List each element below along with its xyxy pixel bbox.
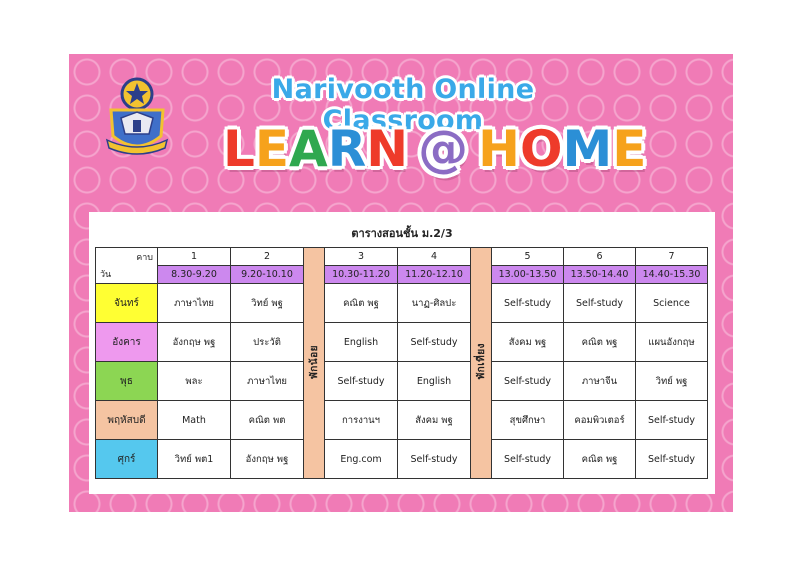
subject-cell: สังคม พฐ: [492, 323, 564, 362]
day-row: [96, 440, 708, 479]
subject-cell: Self-study: [325, 362, 398, 401]
title-letter: A: [289, 120, 328, 178]
time-row: [96, 266, 708, 284]
subject-cell: นาฏ-ศิลปะ: [398, 284, 471, 323]
subject-cell: Self-study: [398, 440, 471, 479]
period-time: 13.50-14.40: [564, 266, 636, 284]
subject-cell: Math: [158, 401, 231, 440]
lunch-break-column: [471, 248, 492, 479]
subject-cell: Self-study: [492, 284, 564, 323]
period-row: [96, 248, 708, 266]
subject-cell: คณิต พฐ: [564, 440, 636, 479]
subject-cell: Eng.com: [325, 440, 398, 479]
timetable-title: ตารางสอนชั้น ม.2/3: [351, 227, 453, 240]
subject-cell: Self-study: [636, 401, 708, 440]
period-time: 9.20-10.10: [231, 266, 304, 284]
subject-cell: อังกฤษ พฐ: [231, 440, 304, 479]
day-row: [96, 323, 708, 362]
subject-cell: แผนอังกฤษ: [636, 323, 708, 362]
subject-cell: วิทย์ พฐ: [231, 284, 304, 323]
period-time: 10.30-11.20: [325, 266, 398, 284]
title-letter: O: [519, 120, 563, 178]
timetable: [95, 247, 708, 479]
subject-cell: ประวัติ: [231, 323, 304, 362]
day-label: ศุกร์: [96, 440, 158, 479]
subject-cell: Self-study: [564, 284, 636, 323]
classroom-title: Narivooth Online Classroom: [271, 74, 535, 136]
subject-cell: Self-study: [398, 323, 471, 362]
subject-cell: วิทย์ พฐ: [636, 362, 708, 401]
period-time: 8.30-9.20: [158, 266, 231, 284]
day-row: [96, 401, 708, 440]
title-letter: L: [223, 120, 255, 178]
title-letter: E: [254, 120, 290, 178]
period-time: 11.20-12.10: [398, 266, 471, 284]
timetable-sheet: [89, 212, 715, 494]
title-letter: M: [562, 120, 613, 178]
day-label: อังคาร: [96, 323, 158, 362]
corner-period-label: คาบ: [136, 253, 153, 263]
period-number: 5: [492, 248, 564, 266]
subject-cell: Science: [636, 284, 708, 323]
subject-cell: ภาษาไทย: [231, 362, 304, 401]
period-number: 2: [231, 248, 304, 266]
subject-cell: คณิต พต: [231, 401, 304, 440]
day-label: จันทร์: [96, 284, 158, 323]
subject-cell: Self-study: [492, 440, 564, 479]
title-letter: R: [327, 120, 367, 178]
period-time: 13.00-13.50: [492, 266, 564, 284]
title-letter: [468, 118, 478, 180]
day-row: [96, 284, 708, 323]
subject-cell: อังกฤษ พฐ: [158, 323, 231, 362]
subject-cell: คณิต พฐ: [564, 323, 636, 362]
day-label: พุธ: [96, 362, 158, 401]
period-number: 3: [325, 248, 398, 266]
short-break-column: [304, 248, 325, 479]
subject-cell: การงานฯ: [325, 401, 398, 440]
title-letter: [408, 118, 418, 180]
subject-cell: Self-study: [636, 440, 708, 479]
subject-cell: สุขศึกษา: [492, 401, 564, 440]
subject-cell: ภาษาไทย: [158, 284, 231, 323]
subject-cell: ภาษาจีน: [564, 362, 636, 401]
title-letter: E: [612, 120, 647, 178]
day-label: พฤหัสบดี: [96, 401, 158, 440]
period-time: 14.40-15.30: [636, 266, 708, 284]
subject-cell: English: [325, 323, 398, 362]
title-letter: H: [478, 120, 520, 178]
period-number: 7: [636, 248, 708, 266]
period-number: 6: [564, 248, 636, 266]
banner: [69, 54, 733, 512]
corner-day-label: วัน: [100, 270, 112, 280]
subject-cell: วิทย์ พต1: [158, 440, 231, 479]
learn-at-home-title: [223, 118, 647, 180]
day-row: [96, 362, 708, 401]
subject-cell: สังคม พฐ: [398, 401, 471, 440]
subject-cell: พละ: [158, 362, 231, 401]
subject-cell: Self-study: [492, 362, 564, 401]
short-break-label: พักน้อย: [308, 344, 320, 379]
corner-cell: [96, 248, 158, 284]
lunch-break-label: พักเที่ยง: [475, 343, 487, 380]
subject-cell: คอมพิวเตอร์: [564, 401, 636, 440]
period-number: 1: [158, 248, 231, 266]
school-emblem-icon: [105, 74, 169, 162]
subject-cell: English: [398, 362, 471, 401]
period-number: 4: [398, 248, 471, 266]
title-letter: @: [418, 120, 469, 178]
subject-cell: คณิต พฐ: [325, 284, 398, 323]
title-letter: N: [366, 120, 409, 178]
